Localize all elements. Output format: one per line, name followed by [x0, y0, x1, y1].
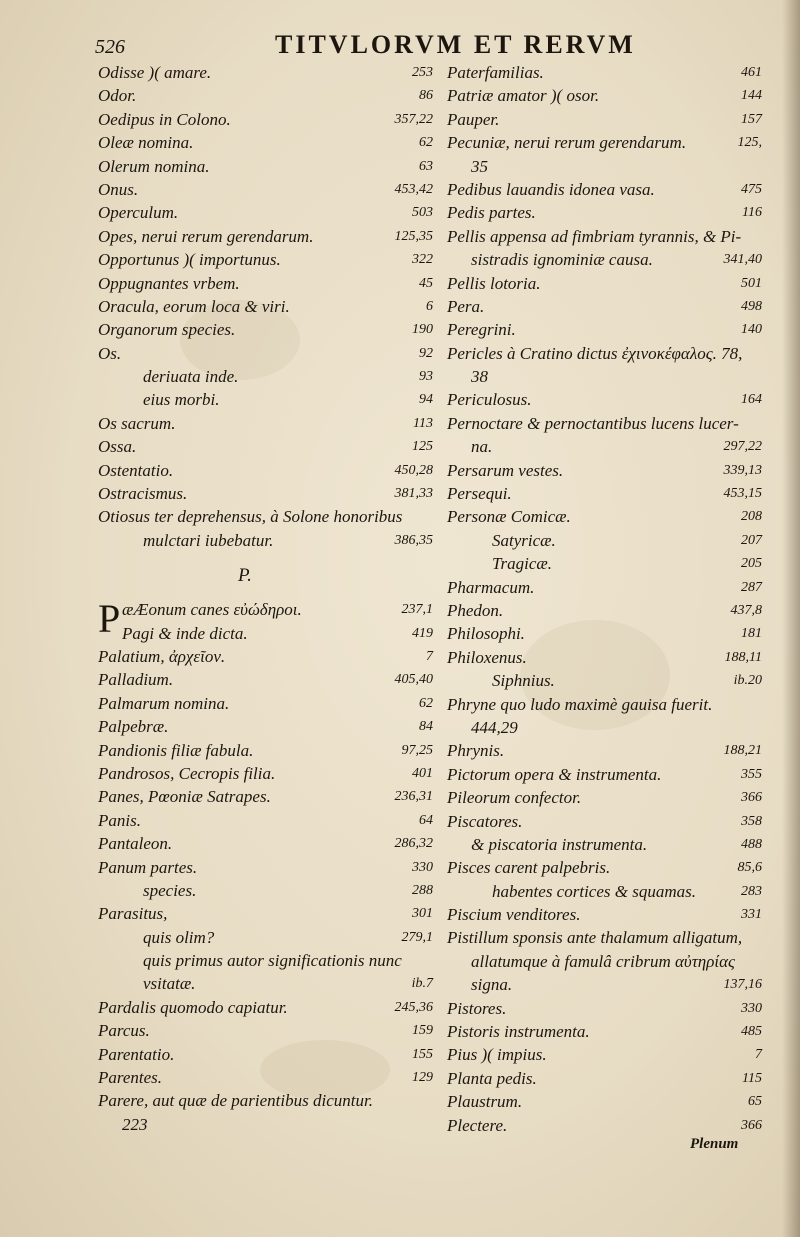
- entry-term: signa.: [471, 975, 513, 995]
- index-entry: [98, 763, 433, 786]
- index-entry: [447, 132, 762, 155]
- index-entry: [98, 1067, 433, 1090]
- entry-page-ref: 113: [413, 415, 433, 431]
- index-entry: [98, 249, 433, 272]
- entry-term: Oracula, eorum loca & viri.: [98, 296, 290, 316]
- index-entry: [447, 623, 762, 646]
- entry-term: Os.: [98, 343, 122, 363]
- entry-term: Parere, aut quæ de parientibus dicuntur.: [98, 1091, 373, 1111]
- entry-term: Opes, nerui rerum gerendarum.: [98, 226, 314, 246]
- index-entry: [447, 764, 762, 787]
- index-entry: [447, 670, 762, 693]
- index-entry: [447, 460, 762, 483]
- entry-term: Operculum.: [98, 203, 179, 223]
- index-entry: [98, 1090, 433, 1113]
- index-entry: [447, 483, 762, 506]
- entry-term: 35: [471, 156, 488, 176]
- entry-term: Parasitus,: [98, 904, 168, 924]
- index-entry: [98, 786, 433, 809]
- entry-page-ref: 366: [741, 1117, 762, 1133]
- index-entry: [98, 1020, 433, 1043]
- entry-page-ref: 92: [419, 345, 433, 361]
- entry-term: Pistillum sponsis ante thalamum alligatum,: [447, 928, 743, 948]
- entry-page-ref: 115: [742, 1070, 762, 1086]
- index-entry: [447, 881, 762, 904]
- section-letter: P.: [238, 565, 252, 587]
- entry-page-ref: 190: [412, 322, 433, 338]
- entry-page-ref: 501: [741, 275, 762, 291]
- index-entry: [98, 740, 433, 763]
- index-entry: [98, 506, 433, 529]
- entry-term: Pedis partes.: [447, 203, 536, 223]
- entry-page-ref: 288: [412, 882, 433, 898]
- index-entry: [447, 389, 762, 412]
- entry-term: deriuata inde.: [143, 367, 239, 387]
- entry-term: 223: [122, 1114, 148, 1134]
- index-entry: [98, 857, 433, 880]
- entry-term: Panis.: [98, 810, 141, 830]
- entry-term: Parentes.: [98, 1068, 163, 1088]
- entry-term: Ostracismus.: [98, 484, 188, 504]
- entry-term: 38: [471, 367, 488, 387]
- index-entry: [98, 669, 433, 692]
- index-entry: [98, 62, 433, 85]
- index-entry: [447, 249, 762, 272]
- entry-page-ref: 129: [412, 1070, 433, 1086]
- entry-page-ref: 45: [419, 275, 433, 291]
- index-entry: [447, 974, 762, 997]
- entry-term: Phedon.: [447, 600, 504, 620]
- index-entry: [98, 202, 433, 225]
- entry-page-ref: 7: [426, 648, 433, 664]
- index-entry: [447, 951, 762, 974]
- index-entry: [98, 880, 433, 903]
- entry-page-ref: 419: [412, 625, 433, 641]
- page-edge-shadow: [782, 0, 800, 1237]
- entry-term: Pius )( impius.: [447, 1045, 547, 1065]
- index-entry: [447, 647, 762, 670]
- entry-page-ref: 405,40: [394, 672, 433, 688]
- entry-page-ref: 245,36: [394, 999, 433, 1015]
- entry-term: Pictorum opera & instrumenta.: [447, 764, 662, 784]
- entry-term: Piscium venditores.: [447, 905, 581, 925]
- entry-page-ref: 207: [741, 532, 762, 548]
- entry-term: Paterfamilias.: [447, 63, 544, 82]
- index-entry: [98, 833, 433, 856]
- index-entry: [98, 927, 433, 950]
- entry-term: æÆonum canes εὐώδηροι.: [122, 600, 302, 620]
- entry-term: Oppugnantes vrbem.: [98, 273, 240, 293]
- index-entry: [447, 179, 762, 202]
- entry-page-ref: 339,13: [723, 462, 762, 478]
- index-entry: [98, 85, 433, 108]
- entry-term: Pandrosos, Cecropis filia.: [98, 763, 276, 783]
- index-entry: [98, 1114, 433, 1137]
- entry-page-ref: 125,35: [394, 228, 433, 244]
- entry-page-ref: 253: [412, 65, 433, 80]
- entry-page-ref: 453,15: [723, 486, 762, 502]
- entry-page-ref: 137,16: [723, 977, 762, 993]
- entry-page-ref: 62: [419, 695, 433, 711]
- entry-term: Pardalis quomodo capiatur.: [98, 997, 288, 1017]
- entry-page-ref: 358: [741, 813, 762, 829]
- entry-page-ref: 301: [412, 906, 433, 922]
- entry-page-ref: 65: [748, 1094, 762, 1110]
- index-entry: [447, 366, 762, 389]
- entry-page-ref: 62: [419, 135, 433, 151]
- index-entry: [447, 811, 762, 834]
- index-entry: [98, 179, 433, 202]
- index-entry: [447, 1068, 762, 1091]
- entry-term: Persequi.: [447, 484, 512, 504]
- entry-page-ref: 503: [412, 205, 433, 221]
- entry-term: Pecuniæ, nerui rerum gerendarum.: [447, 133, 687, 153]
- entry-page-ref: ib.20: [733, 673, 762, 689]
- entry-page-ref: 450,28: [394, 462, 433, 478]
- index-entry: [447, 553, 762, 576]
- index-entry: [447, 319, 762, 342]
- entry-term: Philoxenus.: [447, 647, 527, 667]
- entry-page-ref: 125,: [737, 135, 762, 151]
- entry-term: species.: [143, 880, 197, 900]
- entry-page-ref: 188,21: [723, 743, 762, 759]
- entry-term: Phrynis.: [447, 741, 505, 761]
- entry-term: Pileorum confector.: [447, 788, 582, 808]
- entry-term: Palladium.: [98, 670, 174, 690]
- running-title: TITVLORVM ET RERVM: [275, 30, 636, 59]
- entry-term: Piscatores.: [447, 811, 523, 831]
- entry-term: quis olim?: [143, 927, 215, 947]
- entry-term: Pandionis filiæ fabula.: [98, 740, 254, 760]
- entry-page-ref: 331: [741, 907, 762, 923]
- index-entry: [98, 530, 433, 553]
- entry-page-ref: 125: [412, 439, 433, 455]
- index-entry: [447, 927, 762, 950]
- entry-term: allatumque à famulâ cribrum αὐτηρίας: [471, 951, 735, 971]
- entry-term: Parcus.: [98, 1021, 150, 1041]
- index-entry: [447, 1115, 762, 1138]
- entry-page-ref: 93: [419, 369, 433, 385]
- entry-term: Palpebræ.: [98, 717, 169, 737]
- entry-term: Pharmacum.: [447, 577, 535, 597]
- entry-term: Odisse )( amare.: [98, 63, 212, 82]
- index-entry: [98, 366, 433, 389]
- entry-term: Olerum nomina.: [98, 156, 210, 176]
- entry-term: Ossa.: [98, 437, 137, 457]
- entry-term: 444,29: [471, 717, 518, 737]
- index-entry: [447, 998, 762, 1021]
- entry-page-ref: 453,42: [394, 181, 433, 197]
- entry-term: Pistoris instrumenta.: [447, 1022, 590, 1042]
- page-number: 526: [95, 36, 125, 58]
- entry-term: Patriæ amator )( osor.: [447, 86, 600, 106]
- entry-term: Oedipus in Colono.: [98, 109, 231, 129]
- entry-page-ref: 437,8: [730, 602, 762, 618]
- entry-term: Philosophi.: [447, 624, 525, 644]
- index-entry: [447, 694, 762, 717]
- entry-term: habentes cortices & squamas.: [492, 881, 696, 901]
- entry-term: Personæ Comicæ.: [447, 507, 571, 527]
- index-entry: [98, 413, 433, 436]
- entry-page-ref: 297,22: [723, 439, 762, 455]
- entry-term: Pagi & inde dicta.: [122, 623, 248, 643]
- entry-term: Panes, Pœoniæ Satrapes.: [98, 787, 271, 807]
- entry-term: eius morbi.: [143, 390, 220, 410]
- entry-page-ref: 322: [412, 252, 433, 268]
- entry-page-ref: 485: [741, 1024, 762, 1040]
- entry-page-ref: 330: [741, 1000, 762, 1016]
- entry-page-ref: 144: [741, 88, 762, 104]
- index-entry: [447, 436, 762, 459]
- entry-page-ref: 205: [741, 556, 762, 572]
- index-entry: [447, 530, 762, 553]
- entry-page-ref: 283: [741, 883, 762, 899]
- entry-term: Siphnius.: [492, 671, 555, 691]
- index-entry: [447, 717, 762, 740]
- index-entry: [98, 436, 433, 459]
- entry-page-ref: 488: [741, 836, 762, 852]
- index-entry: [98, 716, 433, 739]
- index-entry: [98, 483, 433, 506]
- entry-page-ref: 386,35: [394, 532, 433, 548]
- index-entry: [447, 904, 762, 927]
- entry-term: Plaustrum.: [447, 1092, 523, 1112]
- index-entry: [98, 296, 433, 319]
- index-entry: [447, 577, 762, 600]
- drop-cap-initial: P: [98, 596, 121, 642]
- entry-term: & piscatoria instrumenta.: [471, 834, 648, 854]
- entry-page-ref: 85,6: [737, 860, 762, 876]
- entry-page-ref: 116: [742, 205, 762, 221]
- entry-term: Pedibus lauandis idonea vasa.: [447, 179, 655, 199]
- entry-page-ref: 86: [419, 88, 433, 104]
- entry-page-ref: 159: [412, 1023, 433, 1039]
- index-entry: [447, 740, 762, 763]
- entry-term: Satyricæ.: [492, 530, 556, 550]
- entry-term: Tragicæ.: [492, 554, 552, 574]
- entry-term: na.: [471, 437, 493, 457]
- index-entry: [447, 600, 762, 623]
- entry-page-ref: 366: [741, 790, 762, 806]
- entry-term: Phryne quo ludo maximè gauisa fuerit.: [447, 694, 713, 714]
- page-header: [95, 30, 655, 60]
- index-entry: [447, 834, 762, 857]
- entry-page-ref: 140: [741, 322, 762, 338]
- entry-page-ref: 330: [412, 859, 433, 875]
- entry-term: Pellis lotoria.: [447, 273, 541, 293]
- entry-term: Plectere.: [447, 1115, 508, 1135]
- index-entry: [98, 226, 433, 249]
- entry-page-ref: 475: [741, 181, 762, 197]
- entry-term: Periculosus.: [447, 390, 532, 410]
- index-entry: [98, 109, 433, 132]
- index-entry: [98, 950, 433, 973]
- entry-term: Panum partes.: [98, 857, 198, 877]
- index-entry: [98, 1044, 433, 1067]
- entry-page-ref: 188,11: [724, 649, 762, 665]
- entry-page-ref: 94: [419, 392, 433, 408]
- entry-term: Oleæ nomina.: [98, 133, 194, 153]
- index-entry: [98, 623, 433, 646]
- index-entry: [98, 553, 433, 599]
- index-entry: [447, 62, 762, 85]
- entry-page-ref: 64: [419, 812, 433, 828]
- entry-page-ref: 381,33: [394, 486, 433, 502]
- entry-term: Palatium, ἀρχεῖον.: [98, 646, 226, 666]
- index-entry: [447, 1091, 762, 1114]
- entry-page-ref: 236,31: [394, 789, 433, 805]
- entry-term: quis primus autor significationis nunc: [143, 951, 402, 971]
- entry-term: Otiosus ter deprehensus, à Solone honoribus: [98, 507, 403, 527]
- index-entry: [447, 226, 762, 249]
- index-entry: [98, 973, 433, 996]
- index-entry: [98, 319, 433, 342]
- entry-page-ref: 357,22: [394, 111, 433, 127]
- entry-page-ref: ib.7: [411, 976, 433, 992]
- entry-page-ref: 155: [412, 1046, 433, 1062]
- entry-page-ref: 157: [741, 111, 762, 127]
- index-entry: [98, 132, 433, 155]
- index-entry: [447, 857, 762, 880]
- index-entry: [98, 389, 433, 412]
- index-entry: [98, 646, 433, 669]
- entry-term: Pericles à Cratino dictus ἐχινοκέφαλος. 78,: [447, 343, 743, 363]
- entry-page-ref: 237,1: [401, 602, 433, 618]
- index-entry: [447, 85, 762, 108]
- entry-page-ref: 84: [419, 719, 433, 735]
- entry-term: Pantaleon.: [98, 834, 173, 854]
- entry-page-ref: 7: [755, 1047, 762, 1063]
- index-entry: [98, 460, 433, 483]
- entry-term: Onus.: [98, 179, 139, 199]
- entry-term: Pistores.: [447, 998, 507, 1018]
- entry-term: Pellis appensa ad fimbriam tyrannis, & Pi-: [447, 226, 742, 246]
- index-entry: [447, 787, 762, 810]
- entry-term: Organorum species.: [98, 320, 236, 340]
- entry-page-ref: 63: [419, 158, 433, 174]
- entry-term: Pera.: [447, 296, 485, 316]
- catchword: Plenum: [690, 1136, 739, 1152]
- entry-page-ref: 461: [741, 65, 762, 80]
- index-entry: [98, 273, 433, 296]
- index-entry: [98, 903, 433, 926]
- entry-term: mulctari iubebatur.: [143, 530, 274, 550]
- index-entry: [98, 693, 433, 716]
- entry-page-ref: 341,40: [723, 252, 762, 268]
- entry-term: Odor.: [98, 86, 137, 106]
- index-entry: [98, 810, 433, 833]
- entry-page-ref: 355: [741, 766, 762, 782]
- index-entry: [447, 506, 762, 529]
- index-entry: [447, 1021, 762, 1044]
- index-entry: [98, 997, 433, 1020]
- index-column-right: [447, 62, 762, 1138]
- entry-page-ref: 498: [741, 298, 762, 314]
- entry-term: Ostentatio.: [98, 460, 174, 480]
- entry-page-ref: 401: [412, 765, 433, 781]
- entry-term: Pernoctare & pernoctantibus lucens lucer-: [447, 413, 739, 433]
- entry-page-ref: 97,25: [401, 742, 433, 758]
- index-entry: [447, 296, 762, 319]
- entry-term: sistradis ignominiæ causa.: [471, 250, 653, 270]
- index-entry: [447, 1044, 762, 1067]
- index-column-left: [98, 62, 433, 1137]
- entry-term: Peregrini.: [447, 320, 516, 340]
- entry-page-ref: 164: [741, 392, 762, 408]
- entry-page-ref: 286,32: [394, 836, 433, 852]
- entry-term: Pauper.: [447, 109, 500, 129]
- index-entry: [447, 156, 762, 179]
- entry-page-ref: 6: [426, 298, 433, 314]
- entry-term: vsitatæ.: [143, 974, 196, 994]
- entry-term: Palmarum nomina.: [98, 693, 230, 713]
- index-entry: [447, 343, 762, 366]
- entry-term: Persarum vestes.: [447, 460, 564, 480]
- entry-page-ref: 208: [741, 509, 762, 525]
- entry-term: Planta pedis.: [447, 1068, 537, 1088]
- index-entry: [98, 156, 433, 179]
- entry-term: Pisces carent palpebris.: [447, 858, 611, 878]
- entry-term: Os sacrum.: [98, 413, 176, 433]
- entry-page-ref: 279,1: [401, 929, 433, 945]
- index-entry: [447, 273, 762, 296]
- index-entry: [447, 109, 762, 132]
- index-entry: [447, 202, 762, 225]
- index-entry: [447, 413, 762, 436]
- index-entry: [98, 343, 433, 366]
- entry-term: Parentatio.: [98, 1044, 175, 1064]
- entry-term: Opportunus )( importunus.: [98, 250, 281, 270]
- entry-page-ref: 287: [741, 579, 762, 595]
- entry-page-ref: 181: [741, 626, 762, 642]
